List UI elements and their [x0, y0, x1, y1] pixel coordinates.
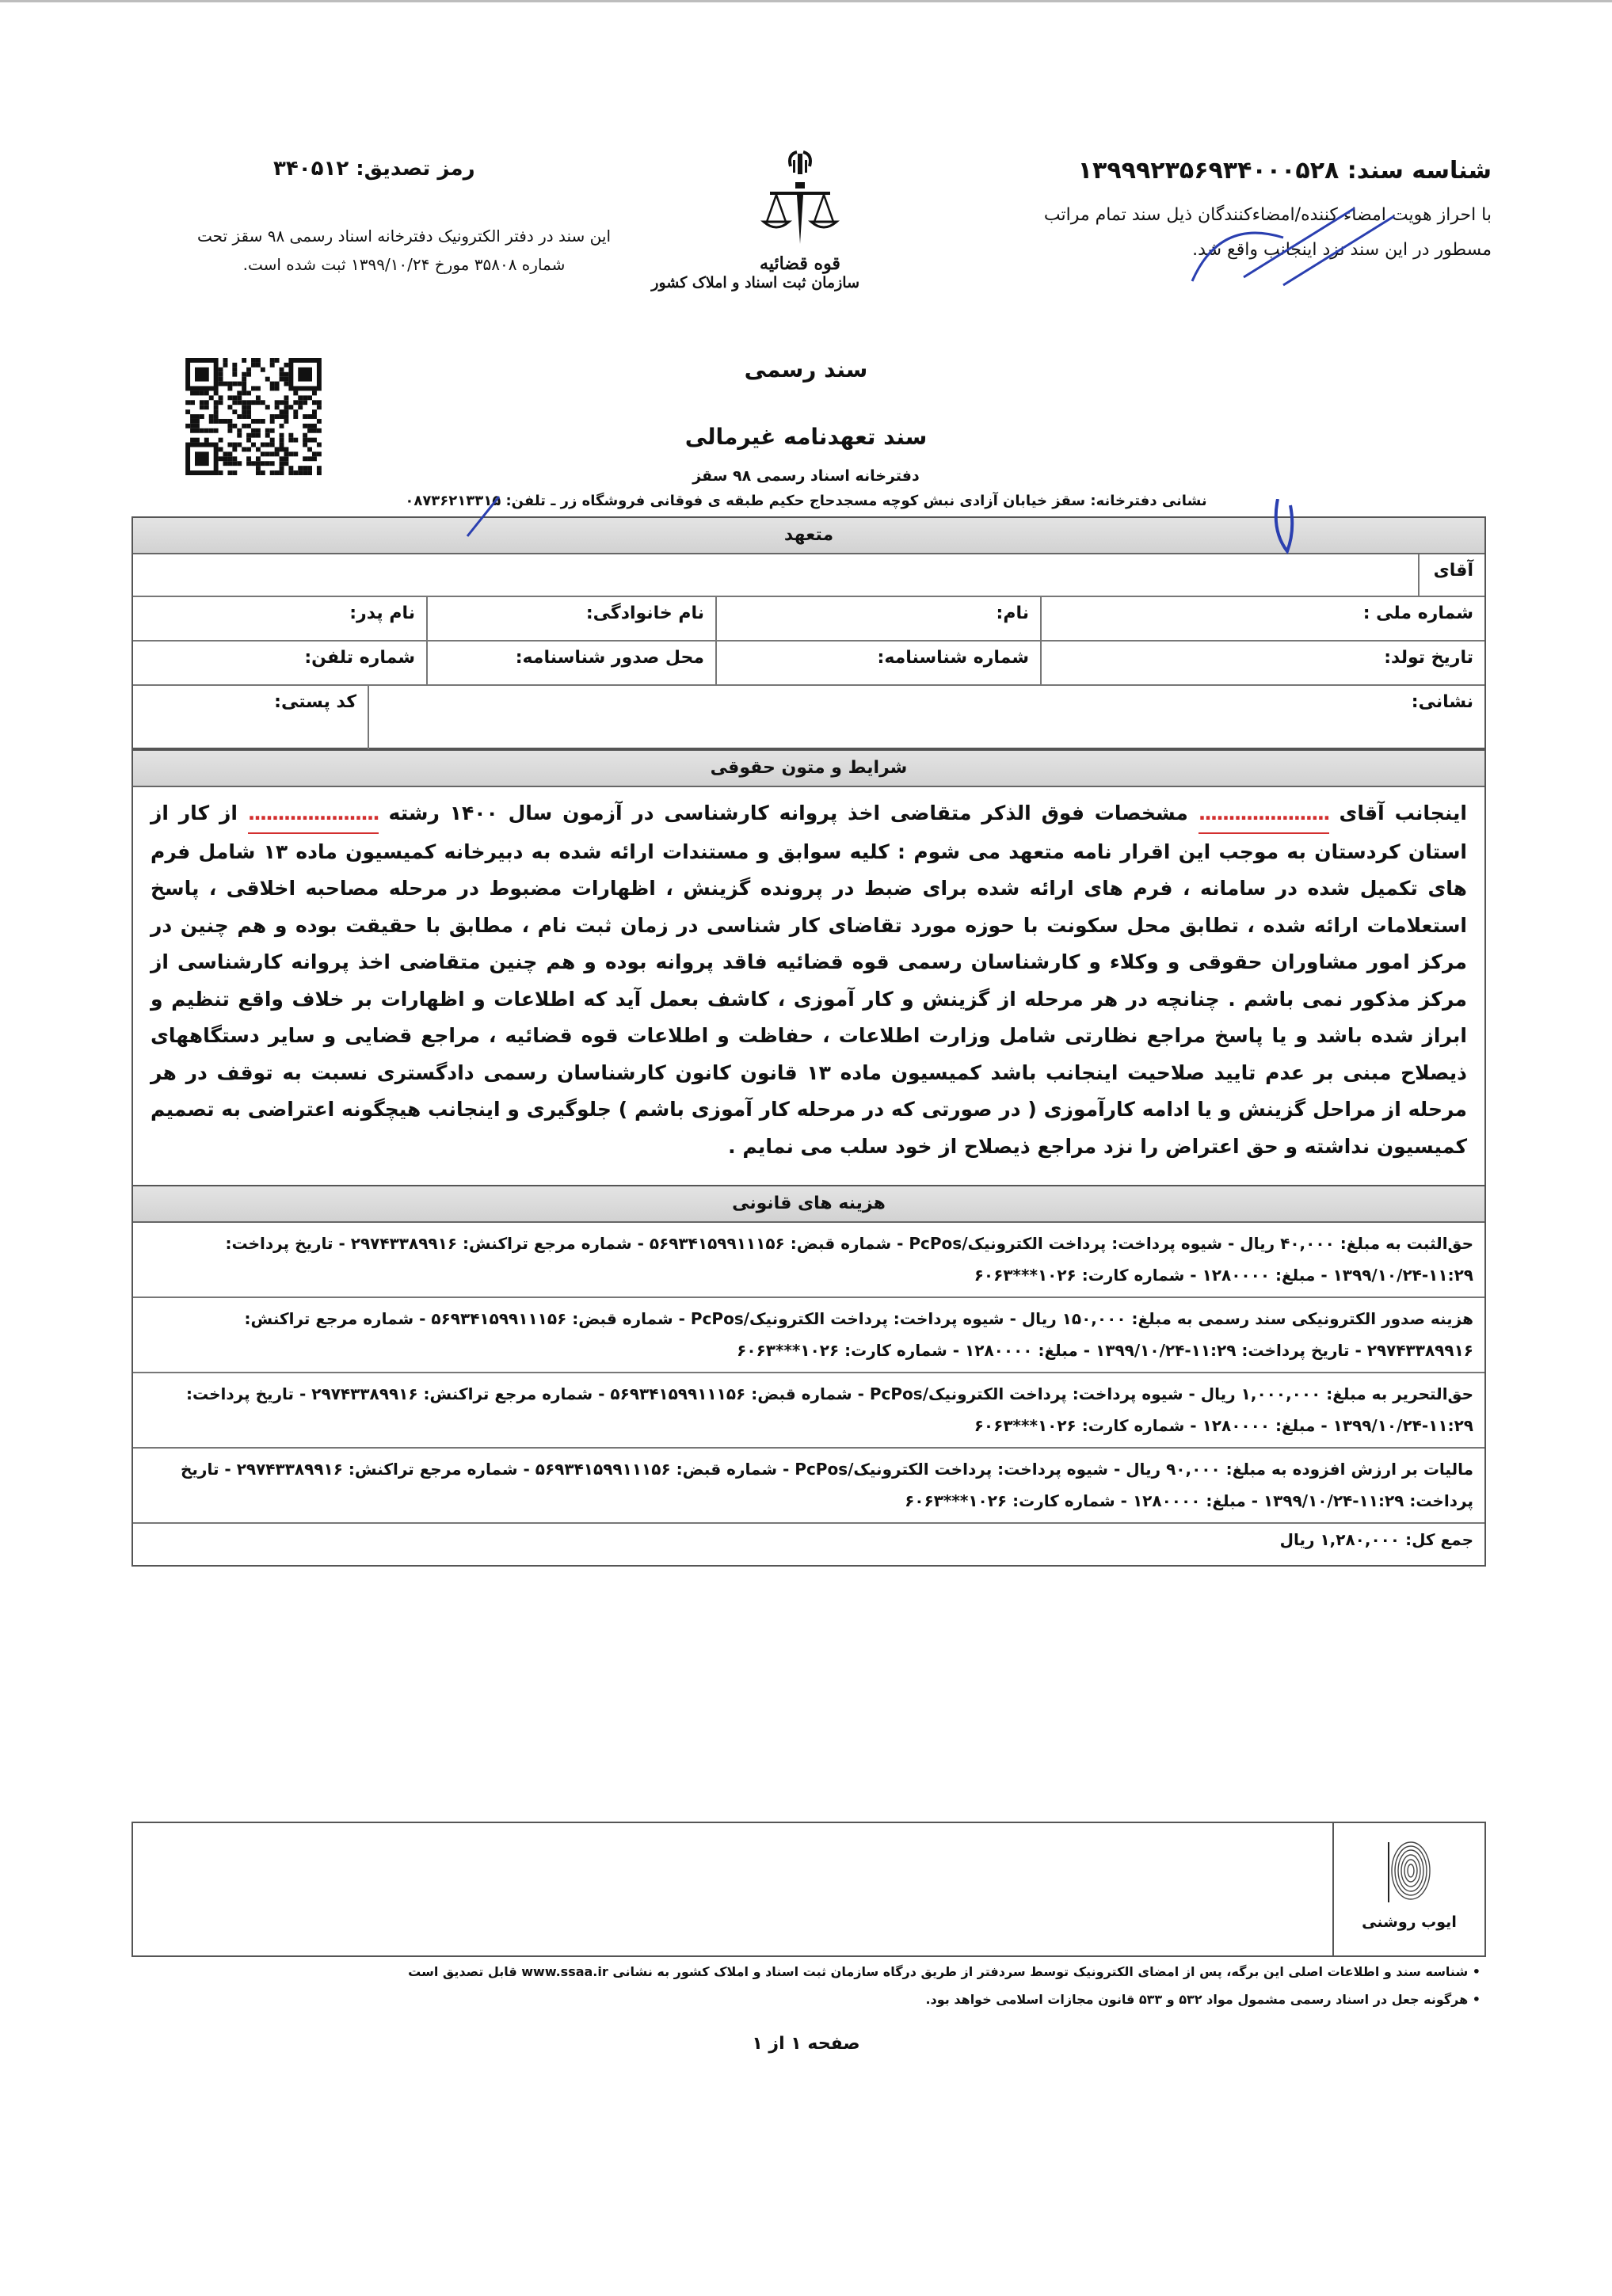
- fees-total: جمع کل: ۱,۲۸۰,۰۰۰ ریال: [1279, 1530, 1473, 1549]
- document-type: سند رسمی: [744, 356, 868, 383]
- terms-text-part1: اینجانب آقای: [1339, 802, 1467, 824]
- notary-office-address: نشانی دفترخانه: سقز خیابان آزادی نبش کوچه مسجدحاج حکیم طبقه ی فوقانی فروشگاه زر ـ تلفن: ۰۸۷۳۶۲۱۳۳۱۵: [405, 493, 1207, 509]
- obligor-section: [131, 516, 1486, 749]
- fee-item: حق‌الثبت به مبلغ: ۴۰,۰۰۰ ریال - شیوه پرداخت: پرداخت الکترونیک/PcPos - شماره قبض: ۵۶۹۳۴۱۵۹۹۱۱۱۵۶ - شماره مرجع تراکنش: ۲۹۷۴۳۳۸۹۹۱۶ - تاریخ پرداخت: ۱۱:۲۹-۱۳۹۹/۱۰/۲۴ - مبلغ: ۱۲۸۰۰۰۰ - شماره کارت: ۱۰۲۶***۶۰۶۳: [133, 1223, 1484, 1298]
- page-edge: [0, 0, 1612, 2]
- legal-fees-section: [131, 1185, 1486, 1567]
- fee-item: مالیات بر ارزش افزوده به مبلغ: ۹۰,۰۰۰ ریال - شیوه پرداخت: پرداخت الکترونیک/PcPos - شماره قبض: ۵۶۹۳۴۱۵۹۹۱۱۱۵۶ - شماره مرجع تراکنش: ۲۹۷۴۳۳۸۹۹۱۶ - تاریخ پرداخت: ۱۱:۲۹-۱۳۹۹/۱۰/۲۴ - مبلغ: ۱۲۸۰۰۰۰ - شماره کارت: ۱۰۲۶***۶۰۶۳: [133, 1449, 1484, 1524]
- obligor-section-title: متعهد: [133, 518, 1484, 554]
- fees-section-title: هزینه های قانونی: [133, 1186, 1484, 1223]
- terms-text-part3: از کار از استان کردستان به موجب این اقرار نامه متعهد می شوم : کلیه سوابق و مستندات ارائه شده به دبیرخانه کمیسیون ماده ۱۳ شامل فرم های تکمیل شده در سامانه ، فرم های ارائه شده برای ضبط در پرونده گزینش ، اظهارات مضبوط در مرحله مصاحبه اخلاقی ، پاسخ استعلامات ارائه شده ، تطابق محل سکونت با حوزه مورد تقاضای کار شناسی در زمان ثبت نام ، مطابق با حقیقت بوده و هم چنین در مرکز امور مشاوران حقوقی و وکلاء و کارشناسان رسمی قوه قضائیه فاقد پروانه بوده و هم چنین متقاضی اخذ پروانه کارشناسی از مرکز مذکور نمی باشم . چنانچه در هر مرحله از گزینش و کار آموزی ، کاشف بعمل آید که اطلاعات و اظهارات بر خلاف واقع تنظیم و ابراز شده باشد و یا پاسخ مراجع نظارتی شامل وزارت اطلاعات ، حفاظت و اطلاعات قوه قضائیه ، مراجع قضایی و سایر دستگاههای ذیصلاح مبنی بر عدم تایید صلاحیت اینجانب باشد کمیسیون ماده ۱۳ قانون کانون کارشناسان رسمی دادگستری نسبت به توقف در هر مرحله از مراحل گزینش و یا ادامه کارآموزی ( در صورتی که در مرحله کار آموزی باشم ) جلوگیری و اینجانب هیچگونه اعتراضی به تصمیم کمیسیون نداشته و حق اعتراض را نزد مراجع ذیصلاح از خود سلب می نمایم .: [151, 802, 1467, 1158]
- postal-code-field: کد پستی:: [274, 692, 356, 712]
- registration-note: این سند در دفتر الکترونیک دفترخانه اسناد رسمی ۹۸ سقز تحت شماره ۳۵۸۰۸ مورخ ۱۳۹۹/۱۰/۲۴ ثبت شده است.: [196, 227, 612, 274]
- verification-code-value: ۳۴۰۵۱۲: [273, 157, 349, 181]
- obligor-row-2: [133, 642, 1484, 686]
- birth-date-field: تاریخ تولد:: [1040, 642, 1484, 684]
- page-number: صفحه ۱ از ۱: [752, 2034, 860, 2054]
- address-field: نشانی:: [368, 686, 1484, 756]
- terms-section: [131, 749, 1486, 1186]
- document-id: [1078, 157, 1492, 185]
- obligor-title-row: [133, 554, 1484, 597]
- judiciary-emblem: [651, 150, 859, 291]
- document-id-value: ۱۳۹۹۹۲۳۵۶۹۳۴۰۰۰۵۲۸: [1077, 157, 1340, 185]
- first-name-field: نام:: [715, 597, 1040, 640]
- scales-of-justice-icon: [760, 150, 840, 253]
- document-id-label: شناسه سند:: [1347, 157, 1492, 185]
- terms-section-title: شرایط و متون حقوقی: [133, 751, 1484, 787]
- national-id-field: شماره ملی :: [1040, 597, 1484, 640]
- verification-footnote: • شناسه سند و اطلاعات اصلی این برگه، پس از امضای الکترونیک توسط سردفتر از طریق درگاه سازمان ثبت اسناد و املاک کشور به نشانی www.ssaa.ir قابل تصدیق است: [408, 1964, 1481, 1979]
- id-issue-place-field: محل صدور شناسنامه:: [426, 642, 715, 684]
- obligor-full-name-value: [133, 554, 1418, 596]
- terms-text-part2: مشخصات فوق الذکر متقاضی اخذ پروانه کارشناسی در آزمون سال ۱۴۰۰ رشته: [388, 802, 1188, 824]
- signer-name: ایوب روشنی: [1362, 1913, 1457, 1931]
- identity-verification-note: با احراز هویت امضاء کننده/امضاءکنندگان ذیل سند تمام مراتب مسطور در این سند نزد اینجانب واقع شد.: [1043, 205, 1492, 260]
- obligor-prefix: آقای: [1418, 554, 1484, 596]
- id-number-field: شماره شناسنامه:: [715, 642, 1040, 684]
- obligor-row-3: [133, 686, 1484, 756]
- father-name-field: نام پدر:: [349, 604, 415, 623]
- terms-body: [133, 787, 1484, 1165]
- last-name-field: نام خانوادگی:: [426, 597, 715, 640]
- document-title: سند تعهدنامه غیرمالی: [684, 424, 928, 450]
- verification-code-label: رمز تصدیق:: [356, 157, 475, 181]
- emblem-text-registry-org: سازمان ثبت اسناد و املاک کشور: [651, 274, 859, 291]
- obligor-row-1: [133, 597, 1484, 642]
- phone-field: شماره تلفن:: [304, 648, 415, 668]
- fee-item: حق‌التحریر به مبلغ: ۱,۰۰۰,۰۰۰ ریال - شیوه پرداخت: پرداخت الکترونیک/PcPos - شماره قبض: ۵۶۹۳۴۱۵۹۹۱۱۱۵۶ - شماره مرجع تراکنش: ۲۹۷۴۳۳۸۹۹۱۶ - تاریخ پرداخت: ۱۱:۲۹-۱۳۹۹/۱۰/۲۴ - مبلغ: ۱۲۸۰۰۰۰ - شماره کارت: ۱۰۲۶***۶۰۶۳: [133, 1373, 1484, 1449]
- fingerprint-icon: [1385, 1834, 1433, 1910]
- signer-cell: [1332, 1823, 1484, 1955]
- verification-code: [273, 157, 475, 181]
- emblem-text-judiciary: قوه قضائیه: [760, 253, 840, 274]
- blank-name-field: ......................: [1199, 795, 1329, 834]
- fee-item: هزینه صدور الکترونیکی سند رسمی به مبلغ: ۱۵۰,۰۰۰ ریال - شیوه پرداخت: پرداخت الکترونیک/PcPos - شماره قبض: ۵۶۹۳۴۱۵۹۹۱۱۱۵۶ - شماره مرجع تراکنش: ۲۹۷۴۳۳۸۹۹۱۶ - تاریخ پرداخت: ۱۱:۲۹-۱۳۹۹/۱۰/۲۴ - مبلغ: ۱۲۸۰۰۰۰ - شماره کارت: ۱۰۲۶***۶۰۶۳: [133, 1298, 1484, 1373]
- notary-office-name: دفترخانه اسناد رسمی ۹۸ سقز: [692, 467, 920, 485]
- blank-field-of-study: ......................: [248, 795, 379, 834]
- signature-box: [131, 1822, 1486, 1957]
- forgery-warning-footnote: • هرگونه جعل در اسناد رسمی مشمول مواد ۵۳۲ و ۵۳۳ قانون مجازات اسلامی خواهد بود.: [925, 1992, 1481, 2007]
